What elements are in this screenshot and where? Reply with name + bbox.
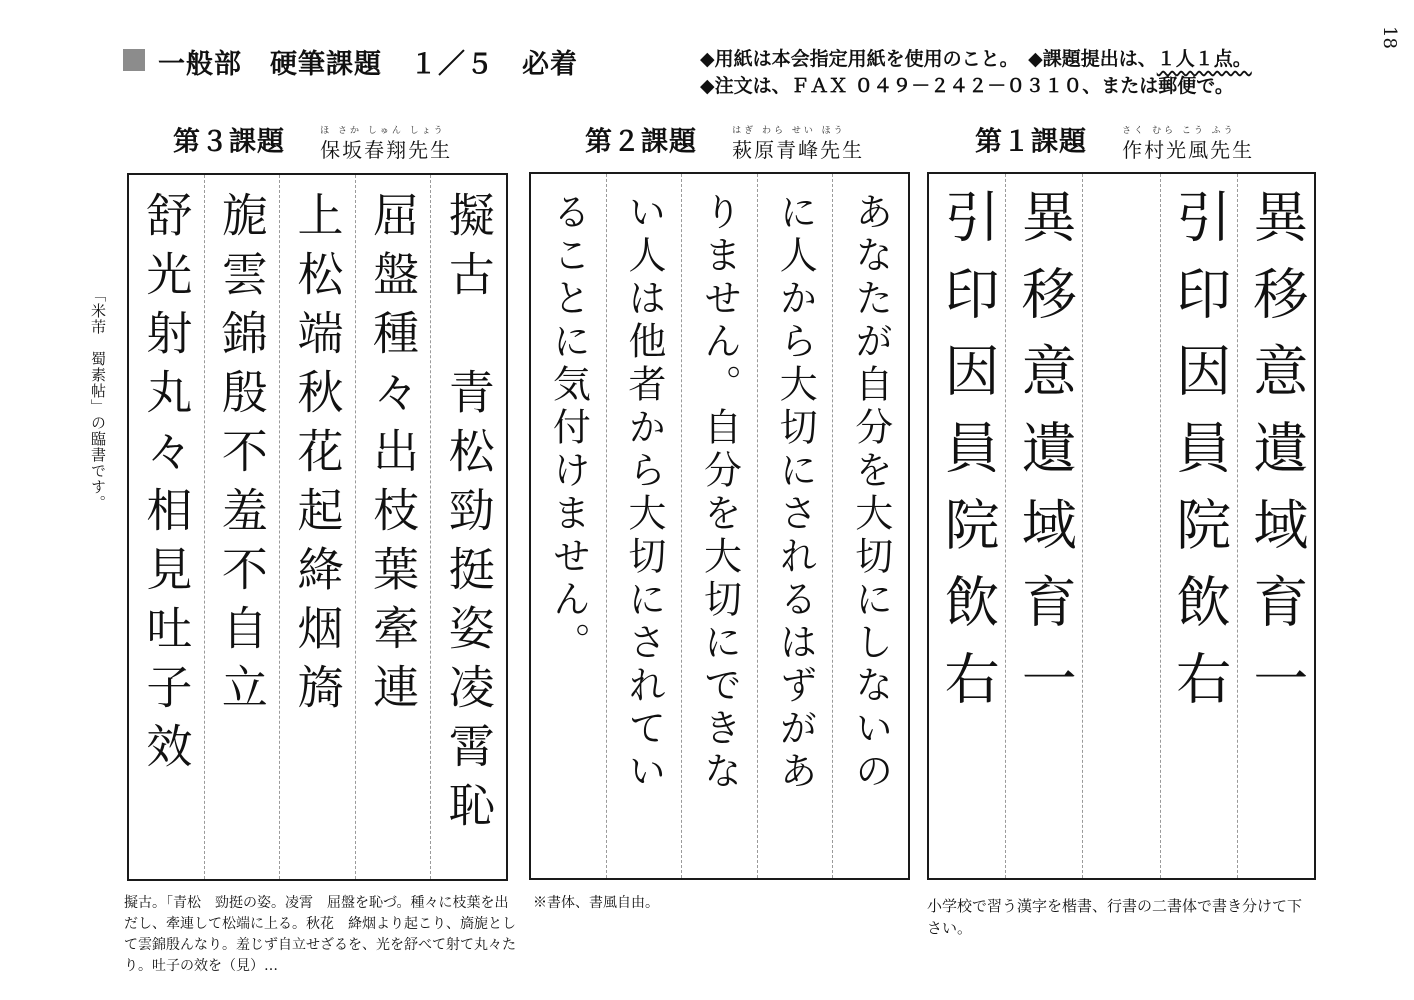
assignment-1-heading xyxy=(975,119,1255,162)
sample-column: 異移意遺域育一 xyxy=(1237,174,1314,878)
sample-column: りません。自分を大切にできな xyxy=(681,174,757,878)
title-square-icon xyxy=(123,49,145,71)
page-number: 18 xyxy=(1379,26,1400,49)
sample-column: あなたが自分を大切にしないの xyxy=(832,174,908,878)
assignment-3-label: 第３課題 xyxy=(173,126,285,158)
assignment-1-teacher-ruby: さく むら こう ふう xyxy=(1122,126,1236,136)
assignment-2-teacher-ruby: はぎ わら せい ほう xyxy=(732,126,846,136)
assignment-3-teacher-ruby: ほ さか しゅん しょう xyxy=(320,126,446,136)
sample-column: 旎雲錦殷不羞不自立 xyxy=(204,175,280,879)
sample-column: に人から大切にされるはずがあ xyxy=(757,174,833,878)
sample-column: ることに気付けません。 xyxy=(546,192,591,665)
sample-column: い人は他者から大切にされてい xyxy=(606,174,682,878)
note-line-1 xyxy=(700,46,1252,73)
assignment-1-label: 第１課題 xyxy=(975,126,1087,158)
assignment-1-instruction: 小学校で習う漢字を楷書、行書の二書体で書き分けて下さい。 xyxy=(927,897,1303,937)
note-emphasis: １人１点。 xyxy=(1156,48,1252,70)
note-line-2: ◆注文は、ＦＡＸ ０４９－２４２－０３１０、または郵便で。 xyxy=(700,75,1234,97)
assignment-3-teacher xyxy=(320,123,452,163)
assignment-2-label: 第２課題 xyxy=(585,126,697,158)
assignment-2-teacher xyxy=(732,123,864,163)
sample-column: 擬古 青松勁挺姿凌霄恥 xyxy=(430,175,506,879)
sample-column: 異移意遺域育一 xyxy=(1005,174,1082,878)
assignment-3-sample-panel xyxy=(127,173,508,881)
note-line-1-text: ◆用紙は本会指定用紙を使用のこと。 ◆課題提出は、 xyxy=(700,48,1157,70)
assignment-1-teacher-name: 作村光風先生 xyxy=(1122,138,1255,162)
sample-column: 屈盤種々出枝葉牽連 xyxy=(355,175,431,879)
sample-column: 引印因員院飲右 xyxy=(1160,174,1237,878)
assignment-3-teacher-name: 保坂春翔先生 xyxy=(320,138,453,162)
sample-column-empty xyxy=(1082,174,1159,878)
assignment-2-heading xyxy=(585,119,865,162)
sample-column: 舒光射丸々相見吐子效 xyxy=(139,191,194,781)
assignment-3-reading-note: 擬古。「青松 勁挺の姿。凌霄 屈盤を恥づ。種々に枝葉を出だし、牽連して松端に上る。秋花 絳烟より起こり、旖旎として雲錦殷んなり。羞じず自立せざるを、光を舒べて射て丸々たり。吐子の效を（見）… xyxy=(124,895,516,974)
page-title: 一般部 硬筆課題 １／５ 必着 xyxy=(158,49,578,80)
assignment-2-style-note: ※書体、書風自由。 xyxy=(533,895,659,911)
assignment-1-sample-panel xyxy=(927,172,1316,880)
submission-notes xyxy=(700,46,1252,100)
assignment-2-teacher-name: 萩原青峰先生 xyxy=(732,138,865,162)
sample-column: 上松端秋花起絳烟旖 xyxy=(279,175,355,879)
assignment-2-sample-panel xyxy=(529,172,910,880)
assignment-3-side-note: 「米芾 蜀素帖」の臨書です。 xyxy=(89,287,107,511)
sample-column: 引印因員院飲右 xyxy=(935,188,1000,727)
assignment-3-heading xyxy=(173,119,453,162)
assignment-1-teacher xyxy=(1122,123,1254,163)
